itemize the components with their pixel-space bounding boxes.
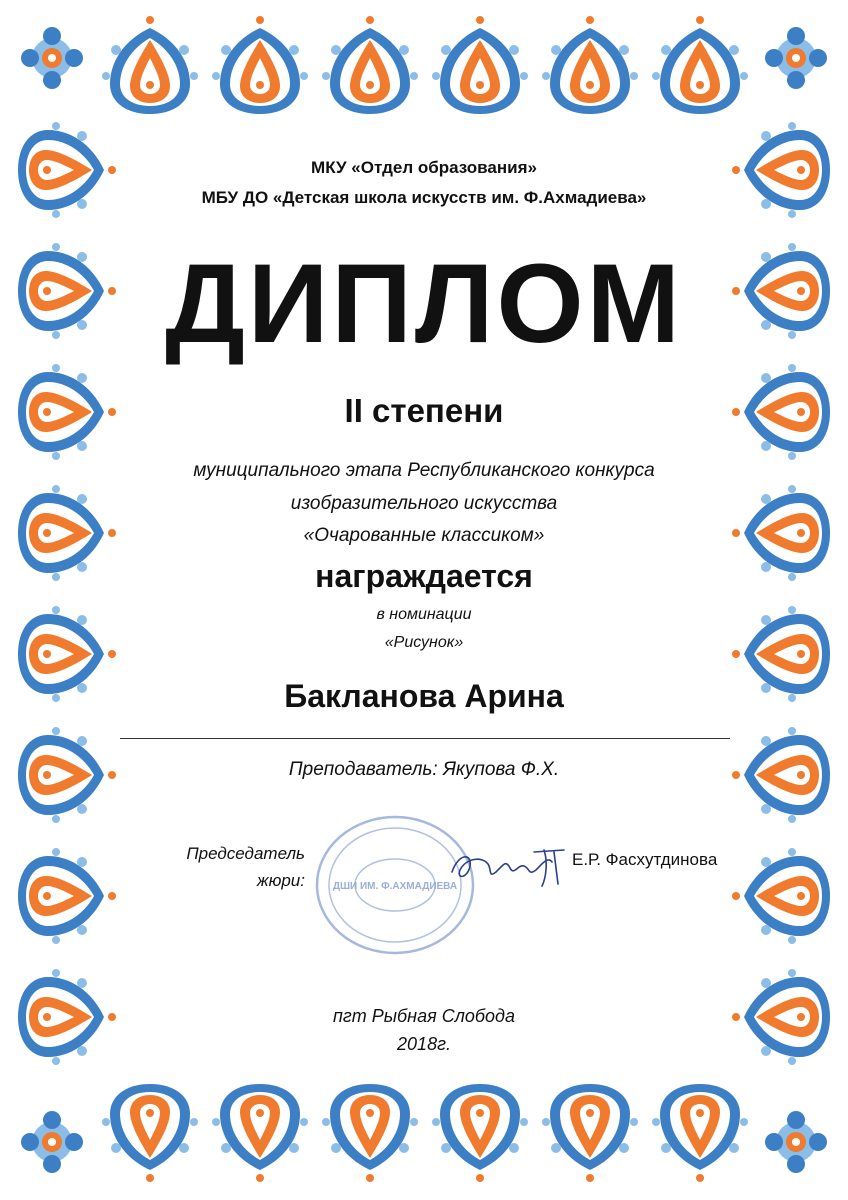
diploma-degree: II степени bbox=[344, 392, 504, 429]
corner-flower-ornament bbox=[765, 27, 827, 89]
border-paisley-ornament bbox=[322, 16, 418, 114]
jury-chair-name: Е.Р. Фасхутдинова bbox=[572, 850, 718, 869]
contest-description-line-2: изобразительного искусства bbox=[290, 493, 558, 514]
organization-line-2: МБУ ДО «Детская школа искусств им. Ф.Ахмадиева» bbox=[201, 188, 647, 207]
border-paisley-ornament bbox=[652, 1084, 748, 1182]
contest-description-line-1: муниципального этапа Республиканского конкурса bbox=[193, 460, 655, 481]
recipient-name: Бакланова Арина bbox=[284, 678, 564, 714]
corner-flower-ornament bbox=[21, 1111, 83, 1173]
border-paisley-ornament bbox=[322, 1084, 418, 1182]
border-paisley-ornament bbox=[542, 16, 638, 114]
organization-line-1: МКУ «Отдел образования» bbox=[311, 158, 537, 177]
border-paisley-ornament bbox=[102, 16, 198, 114]
border-paisley-ornament bbox=[652, 16, 748, 114]
awarded-heading: награждается bbox=[315, 558, 533, 594]
contest-name: «Очарованные классиком» bbox=[303, 525, 545, 546]
stamp-text: ДШИ ИМ. Ф.АХМАДИЕВА bbox=[332, 881, 458, 892]
nomination-label: в номинации bbox=[376, 606, 472, 623]
border-paisley-ornament bbox=[18, 848, 116, 944]
border-paisley-ornament bbox=[212, 16, 308, 114]
name-underline bbox=[120, 738, 730, 739]
jury-chair-label-line-2: жюри: bbox=[256, 871, 305, 890]
corner-flower-ornament bbox=[765, 1111, 827, 1173]
year: 2018г. bbox=[397, 1034, 451, 1054]
border-paisley-ornament bbox=[212, 1084, 308, 1182]
nomination-value: «Рисунок» bbox=[384, 634, 464, 651]
jury-chair-label bbox=[150, 840, 305, 894]
border-paisley-ornament bbox=[432, 16, 528, 114]
corner-flower-ornament bbox=[21, 27, 83, 89]
signature bbox=[448, 842, 574, 892]
jury-chair-label-line-1: Председатель bbox=[186, 844, 305, 863]
border-paisley-ornament bbox=[732, 848, 830, 944]
location: пгт Рыбная Слобода bbox=[333, 1006, 515, 1026]
border-paisley-ornament bbox=[432, 1084, 528, 1182]
teacher-line: Преподаватель: Якупова Ф.Х. bbox=[288, 759, 560, 780]
border-paisley-ornament bbox=[102, 1084, 198, 1182]
border-paisley-ornament bbox=[542, 1084, 638, 1182]
diploma-title: ДИПЛОМ bbox=[165, 241, 683, 366]
